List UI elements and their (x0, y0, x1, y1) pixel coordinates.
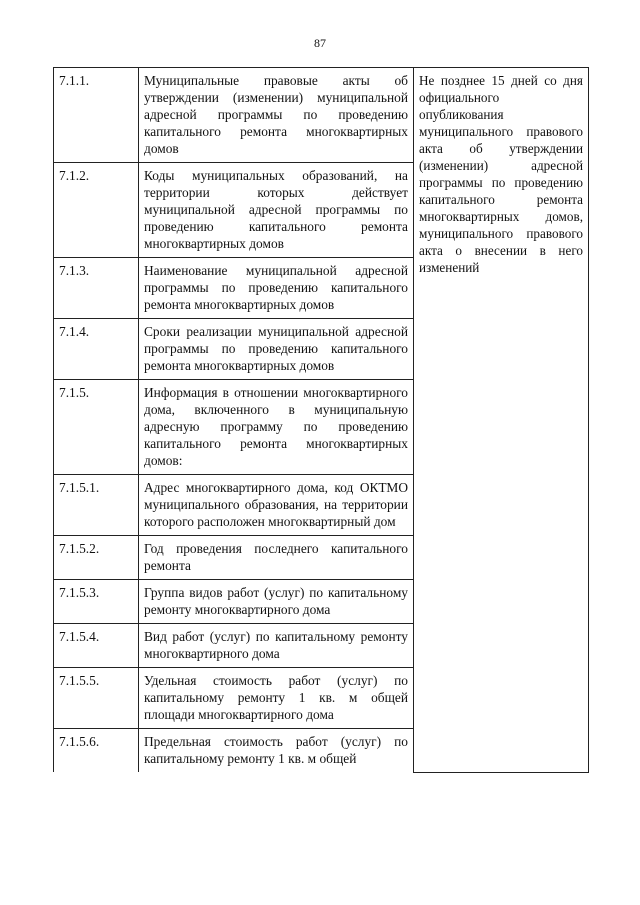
item-description: Наименование муниципальной адресной программы по проведению капитального ремонта многоквартирных домов (139, 258, 414, 319)
item-description: Год проведения последнего капитального ремонта (139, 536, 414, 580)
deadline-cell: Не позднее 15 дней со дня официального опубликования муниципального правового акта об утверждении (изменении) адресной программы по проведению капитального ремонта многоквартирных домов, муниципального правового акта о внесении в него изменений (414, 68, 589, 773)
item-number: 7.1.5.1. (54, 475, 139, 536)
item-number: 7.1.2. (54, 163, 139, 258)
table-row (54, 68, 589, 163)
item-description: Удельная стоимость работ (услуг) по капитальному ремонту 1 кв. м общей площади многоквартирного дома (139, 668, 414, 729)
item-description: Сроки реализации муниципальной адресной программы по проведению капитального ремонта многоквартирных домов (139, 319, 414, 380)
page-number: 87 (314, 36, 326, 50)
item-description: Группа видов работ (услуг) по капитальному ремонту многоквартирного дома (139, 580, 414, 624)
item-description: Муниципальные правовые акты об утверждении (изменении) муниципальной адресной программы по проведению капитального ремонта многоквартирных домов (139, 68, 414, 163)
item-number: 7.1.5.5. (54, 668, 139, 729)
item-description: Адрес многоквартирного дома, код ОКТМО муниципального образования, на территории которого расположен многоквартирный дом (139, 475, 414, 536)
item-description: Вид работ (услуг) по капитальному ремонту многоквартирного дома (139, 624, 414, 668)
item-number: 7.1.5.4. (54, 624, 139, 668)
item-number: 7.1.5.3. (54, 580, 139, 624)
item-number: 7.1.5. (54, 380, 139, 475)
item-description: Коды муниципальных образований, на территории которых действует муниципальной адресной программы по проведению капитального ремонта многоквартирных домов (139, 163, 414, 258)
item-number: 7.1.3. (54, 258, 139, 319)
item-number: 7.1.5.2. (54, 536, 139, 580)
register-table (53, 67, 589, 773)
item-number: 7.1.5.6. (54, 729, 139, 773)
item-number: 7.1.1. (54, 68, 139, 163)
item-description: Предельная стоимость работ (услуг) по капитальному ремонту 1 кв. м общей (139, 729, 414, 773)
item-description: Информация в отношении многоквартирного дома, включенного в муниципальную адресную программу по проведению капитального ремонта многоквартирных домов: (139, 380, 414, 475)
item-number: 7.1.4. (54, 319, 139, 380)
